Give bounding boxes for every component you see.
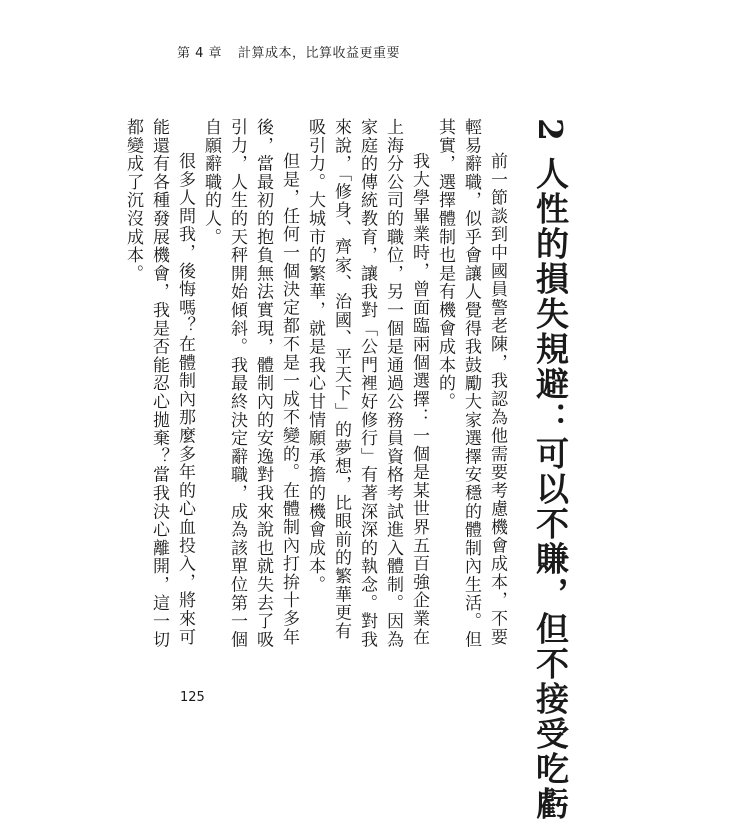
body-text — [123, 118, 510, 658]
chapter-label: 第 4 章 — [177, 46, 223, 61]
paragraph: 前一節談到中國員警老陳，我認為他需要考慮機會成本，不要輕易辭職，似乎會讓人覺得我鼓勵大家選擇安穩的體制內生活。但其實，選擇體制也是有機會成本的。 — [435, 118, 507, 649]
paragraph: 但是，任何一個決定都不是一成不變的。在體制內打拚十多年後，當最初的抱負無法實現，體制內的安逸對我來說也就失去了吸引力，人生的天秤開始傾斜。我最終決定辭職，成為該單位第一個自願辭職的人。 — [201, 118, 299, 649]
section-title: 2 人性的損失規避：可以不賺，但不接受吃虧 — [531, 118, 570, 821]
page-number: 125 — [180, 690, 205, 705]
chapter-title: 計算成本，比算收益更重要 — [238, 46, 401, 61]
running-header — [177, 42, 416, 61]
paragraph: 很多人問我，後悔嗎？在體制內那麼多年的心血投入，將來可能還有各種發展機會，我是否能忍心拋棄？當我決心離開，這一切都變成了沉沒成本。 — [123, 118, 195, 649]
paragraph: 我大學畢業時，曾面臨兩個選擇：一個是某世界五百強企業在上海分公司的職位，另一個是通過公務員資格考試進入體制。因為家庭的傳統教育，讓我對「公門裡好修行」有著深深的執念。對我來說，「修身、齊家、治國、平天下」的夢想，比眼前的繁華更有吸引力。大城市的繁華，就是我心甘情願承擔的機會成本。 — [305, 118, 429, 649]
